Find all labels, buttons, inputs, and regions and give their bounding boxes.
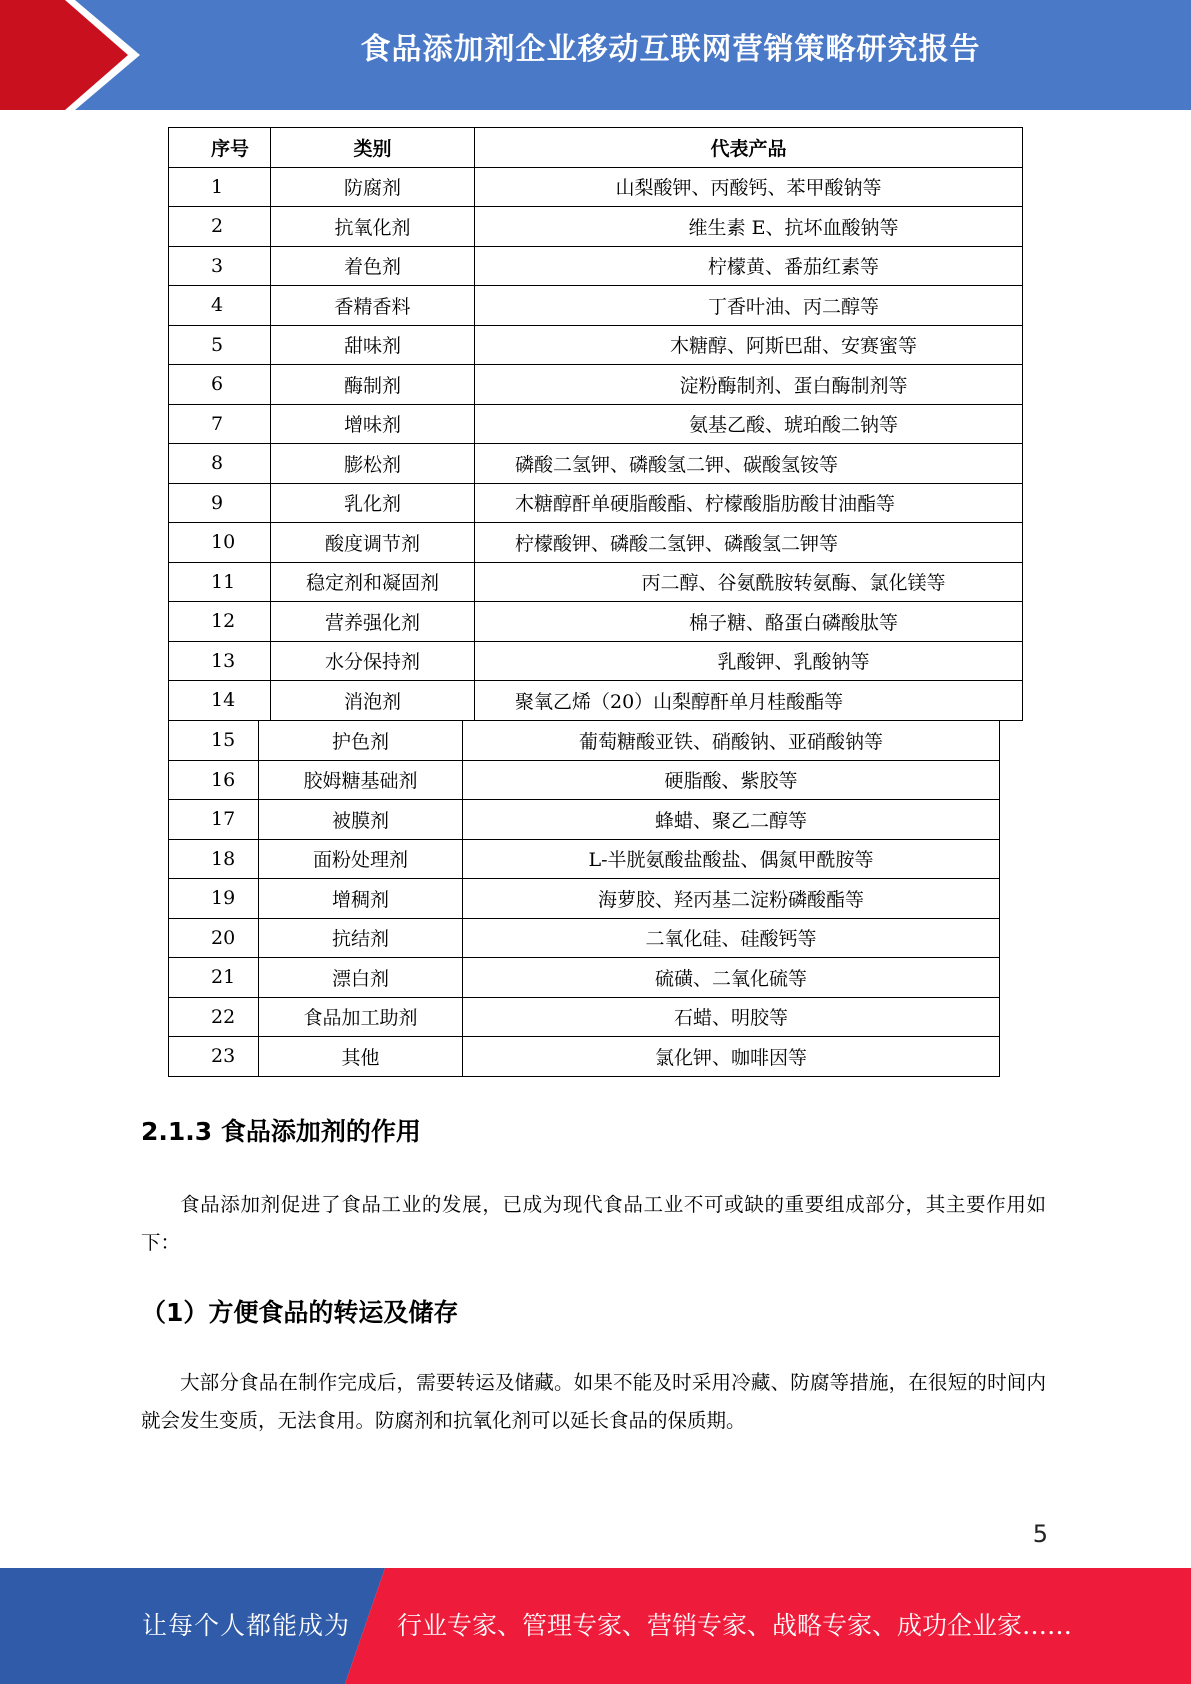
row-products: 淀粉酶制剂、蛋白酶制剂等 — [475, 365, 1023, 405]
subsection-heading: （1）方便食品的转运及储存 — [141, 1298, 459, 1327]
row-category: 其他 — [259, 1037, 463, 1077]
row-products: 葡萄糖酸亚铁、硝酸钠、亚硝酸钠等 — [463, 721, 1000, 761]
table-row — [169, 523, 1023, 563]
row-index: 4 — [169, 286, 271, 326]
row-products: 磷酸二氢钾、磷酸氢二钾、碳酸氢铵等 — [475, 444, 1023, 484]
row-index: 6 — [169, 365, 271, 405]
page-number: 5 — [1032, 1520, 1048, 1548]
table-row — [169, 760, 1000, 800]
row-products: 氯化钾、咖啡因等 — [463, 1037, 1000, 1077]
table-row — [169, 681, 1023, 721]
table-row — [169, 918, 1000, 958]
row-products: 海萝胶、羟丙基二淀粉磷酸酯等 — [463, 879, 1000, 919]
row-category: 食品加工助剂 — [259, 997, 463, 1037]
row-products: 蜂蜡、聚乙二醇等 — [463, 800, 1000, 840]
table-row — [169, 602, 1023, 642]
row-index: 17 — [169, 800, 259, 840]
row-category: 增稠剂 — [259, 879, 463, 919]
table-row — [169, 562, 1023, 602]
paragraph-intro: 食品添加剂促进了食品工业的发展，已成为现代食品工业不可或缺的重要组成部分，其主要作用如下： — [141, 1193, 1046, 1254]
row-products: 硬脂酸、紫胶等 — [463, 760, 1000, 800]
table-row — [169, 365, 1023, 405]
row-index: 13 — [169, 641, 271, 681]
row-category: 面粉处理剂 — [259, 839, 463, 879]
row-products: 乳酸钾、乳酸钠等 — [475, 641, 1023, 681]
table-row — [169, 207, 1023, 247]
row-products: 山梨酸钾、丙酸钙、苯甲酸钠等 — [475, 167, 1023, 207]
row-products: 聚氧乙烯（20）山梨醇酐单月桂酸酯等 — [475, 681, 1023, 721]
footer-banner — [0, 1568, 1191, 1684]
row-index: 19 — [169, 879, 259, 919]
row-index: 11 — [169, 562, 271, 602]
row-products: 丁香叶油、丙二醇等 — [475, 286, 1023, 326]
header-category: 类别 — [271, 128, 475, 168]
row-category: 酸度调节剂 — [271, 523, 475, 563]
row-category: 漂白剂 — [259, 958, 463, 998]
row-category: 乳化剂 — [271, 483, 475, 523]
row-category: 甜味剂 — [271, 325, 475, 365]
paragraph-storage: 大部分食品在制作完成后，需要转运及储藏。如果不能及时采用冷藏、防腐等措施，在很短的时间内就会发生变质，无法食用。防腐剂和抗氧化剂可以延长食品的保质期。 — [141, 1371, 1046, 1432]
row-products: 氨基乙酸、琥珀酸二钠等 — [475, 404, 1023, 444]
footer-slogan-right: 行业专家、管理专家、营销专家、战略专家、成功企业家…… — [397, 1611, 1073, 1640]
row-index: 8 — [169, 444, 271, 484]
table-row — [169, 444, 1023, 484]
row-products: 丙二醇、谷氨酰胺转氨酶、氯化镁等 — [475, 562, 1023, 602]
row-category: 增味剂 — [271, 404, 475, 444]
table-row — [169, 958, 1000, 998]
row-index: 20 — [169, 918, 259, 958]
table-row — [169, 167, 1023, 207]
row-products: 二氧化硅、硅酸钙等 — [463, 918, 1000, 958]
row-category: 香精香料 — [271, 286, 475, 326]
row-products: 硫磺、二氧化硫等 — [463, 958, 1000, 998]
row-products: 棉子糖、酪蛋白磷酸肽等 — [475, 602, 1023, 642]
header-products: 代表产品 — [475, 128, 1023, 168]
header-banner — [0, 0, 1191, 110]
section-heading: 2.1.3 食品添加剂的作用 — [141, 1117, 421, 1146]
row-products: 维生素 E、抗坏血酸钠等 — [475, 207, 1023, 247]
row-category: 消泡剂 — [271, 681, 475, 721]
row-category: 防腐剂 — [271, 167, 475, 207]
row-index: 1 — [169, 167, 271, 207]
table-row — [169, 246, 1023, 286]
header-index: 序号 — [169, 128, 271, 168]
row-index: 3 — [169, 246, 271, 286]
row-category: 护色剂 — [259, 721, 463, 761]
row-index: 18 — [169, 839, 259, 879]
row-category: 胶姆糖基础剂 — [259, 760, 463, 800]
row-category: 着色剂 — [271, 246, 475, 286]
row-index: 7 — [169, 404, 271, 444]
row-category: 抗结剂 — [259, 918, 463, 958]
header-arrow-decoration — [0, 0, 150, 110]
table-row — [169, 839, 1000, 879]
table-row — [169, 1037, 1000, 1077]
row-products: 木糖醇、阿斯巴甜、安赛蜜等 — [475, 325, 1023, 365]
footer-slogan-left: 让每个人都能成为 — [142, 1611, 351, 1640]
row-category: 抗氧化剂 — [271, 207, 475, 247]
row-index: 9 — [169, 483, 271, 523]
report-title: 食品添加剂企业移动互联网营销策略研究报告 — [360, 32, 981, 67]
row-products: 柠檬黄、番茄红素等 — [475, 246, 1023, 286]
table-row — [169, 325, 1023, 365]
row-category: 营养强化剂 — [271, 602, 475, 642]
row-index: 22 — [169, 997, 259, 1037]
row-index: 14 — [169, 681, 271, 721]
table-row — [169, 404, 1023, 444]
table-row — [169, 879, 1000, 919]
row-category: 酶制剂 — [271, 365, 475, 405]
table-header-row — [169, 128, 1023, 168]
row-index: 15 — [169, 721, 259, 761]
row-index: 16 — [169, 760, 259, 800]
table-row — [169, 997, 1000, 1037]
row-products: L-半胱氨酸盐酸盐、偶氮甲酰胺等 — [463, 839, 1000, 879]
table-row — [169, 641, 1023, 681]
table-row — [169, 483, 1023, 523]
table-row — [169, 721, 1000, 761]
row-category: 稳定剂和凝固剂 — [271, 562, 475, 602]
row-products: 柠檬酸钾、磷酸二氢钾、磷酸氢二钾等 — [475, 523, 1023, 563]
row-products: 石蜡、明胶等 — [463, 997, 1000, 1037]
additive-table-part-2 — [168, 720, 1000, 1077]
row-products: 木糖醇酐单硬脂酸酯、柠檬酸脂肪酸甘油酯等 — [475, 483, 1023, 523]
row-index: 12 — [169, 602, 271, 642]
row-category: 水分保持剂 — [271, 641, 475, 681]
row-index: 2 — [169, 207, 271, 247]
row-index: 5 — [169, 325, 271, 365]
table-row — [169, 286, 1023, 326]
row-index: 21 — [169, 958, 259, 998]
row-index: 23 — [169, 1037, 259, 1077]
row-category: 被膜剂 — [259, 800, 463, 840]
row-category: 膨松剂 — [271, 444, 475, 484]
row-index: 10 — [169, 523, 271, 563]
additive-table-part-1 — [168, 127, 1023, 721]
table-row — [169, 800, 1000, 840]
